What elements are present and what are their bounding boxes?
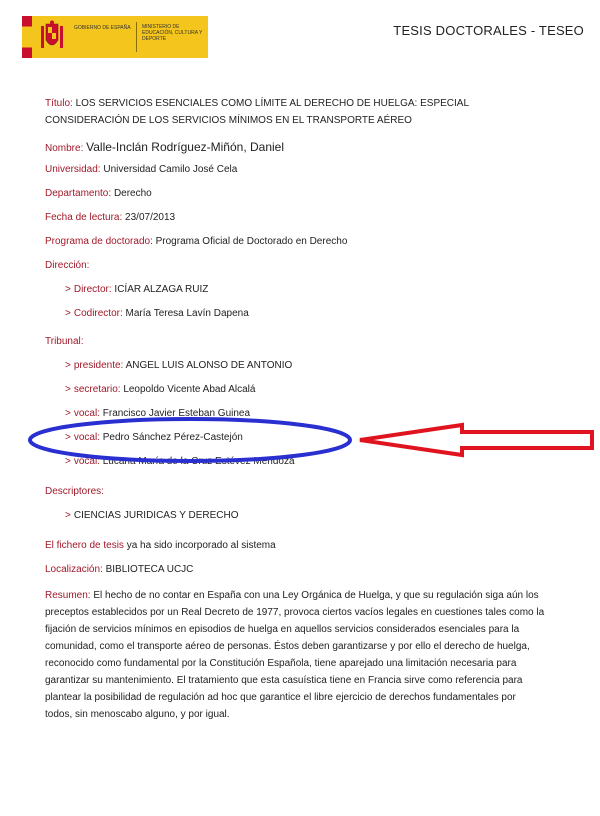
fichero-row — [45, 540, 276, 551]
secretario-row — [65, 384, 255, 395]
logo-gobierno-text: GOBIERNO DE ESPAÑA — [74, 25, 131, 31]
director-value: ICÍAR ALZAGA RUIZ — [114, 284, 209, 295]
codirector-label: Codirector: — [73, 308, 123, 319]
direccion-label: Dirección: — [45, 260, 90, 271]
departamento-value: Derecho — [113, 188, 152, 199]
localizacion-row — [45, 564, 193, 575]
titulo-label: Título: — [45, 98, 73, 109]
universidad-value: Universidad Camilo José Cela — [103, 164, 238, 175]
presidente-label: presidente: — [73, 360, 124, 371]
resumen-line: preceptos establecidos por un Real Decreto de 1977, provoca ciertos vacíos legales en cuestiones tales como la — [45, 607, 545, 618]
secretario-label: secretario: — [73, 384, 121, 395]
fichero-label: El fichero de tesis — [45, 540, 124, 551]
vocal2-value: Pedro Sánchez Pérez-Castejón — [102, 432, 243, 443]
vocal3-marker: > — [65, 456, 71, 467]
direccion-row — [45, 260, 89, 271]
presidente-value: ANGEL LUIS ALONSO DE ANTONIO — [125, 360, 293, 371]
resumen-line-text: El hecho de no contar en España con una Ley Orgánica de Huelga, y que su regulación siga aún los — [93, 590, 539, 601]
fecha-label: Fecha de lectura: — [45, 212, 123, 223]
fecha-row — [45, 212, 175, 223]
descriptores-row — [45, 486, 104, 497]
vocal2-marker: > — [65, 432, 71, 443]
logo-divider — [136, 22, 137, 52]
presidente-marker: > — [65, 360, 71, 371]
vocal3-row — [65, 456, 295, 467]
director-label: Director: — [73, 284, 112, 295]
codirector-marker: > — [65, 308, 71, 319]
logo-ministerio-text: MINISTERIO DE EDUCACIÓN, CULTURA Y DEPORTE — [142, 24, 203, 42]
programa-row — [45, 236, 347, 247]
fecha-value: 23/07/2013 — [125, 212, 176, 223]
page-header — [0, 0, 600, 70]
departamento-row — [45, 188, 152, 199]
nombre-value: Valle-Inclán Rodríguez-Miñón, Daniel — [86, 140, 285, 154]
universidad-row — [45, 164, 237, 175]
resumen-line: reconocido como fundamental por la Constitución Española, tiene aparejado una limitación necesaria para — [45, 658, 517, 669]
titulo-value-line1: LOS SERVICIOS ESENCIALES COMO LÍMITE AL DERECHO DE HUELGA: ESPECIAL — [75, 98, 470, 109]
resumen-line: fijación de servicios mínimos en episodios de huelga en aquellos servicios considerados esenciales para la — [45, 624, 520, 635]
tribunal-label: Tribunal: — [45, 336, 84, 347]
descriptor-value: CIENCIAS JURIDICAS Y DERECHO — [73, 510, 239, 521]
vocal3-value: Lucana María de la Cruz Estévez Mendoza — [102, 456, 295, 467]
descriptor-row — [65, 510, 239, 521]
titulo-value-line2: CONSIDERACIÓN DE LOS SERVICIOS MÍNIMOS EN EL TRANSPORTE AÉREO — [45, 115, 412, 126]
nombre-row — [45, 140, 284, 154]
descriptores-label: Descriptores: — [45, 486, 104, 497]
vocal1-value: Francisco Javier Esteban Guinea — [102, 408, 251, 419]
highlight-arrow-icon — [360, 425, 592, 455]
codirector-row — [65, 308, 249, 319]
descriptor-marker: > — [65, 510, 71, 521]
resumen-line — [45, 587, 590, 604]
vocal2-row — [65, 432, 243, 443]
codirector-value: María Teresa Lavín Dapena — [125, 308, 249, 319]
titulo-row-2 — [45, 115, 412, 126]
resumen-line: todos, sin menoscabo alguno, y por igual. — [45, 709, 230, 720]
resumen-line: comunidad, como el transporte aéreo de personas. Éstos deben garantizarse y por ello el derecho de huelga, — [45, 641, 530, 652]
programa-value: Programa Oficial de Doctorado en Derecho — [155, 236, 348, 247]
director-row — [65, 284, 208, 295]
secretario-value: Leopoldo Vicente Abad Alcalá — [123, 384, 256, 395]
ministry-logo — [22, 16, 208, 58]
vocal3-label: vocal: — [73, 456, 100, 467]
nombre-label: Nombre: — [45, 143, 84, 154]
flag-stripe — [22, 16, 32, 58]
page-title: TESIS DOCTORALES - TESEO — [393, 23, 584, 38]
presidente-row — [65, 360, 292, 371]
vocal2-label: vocal: — [73, 432, 100, 443]
coat-of-arms-icon — [38, 20, 66, 54]
resumen-label: Resumen: — [45, 590, 91, 601]
vocal1-label: vocal: — [73, 408, 100, 419]
tribunal-row — [45, 336, 84, 347]
localizacion-value: BIBLIOTECA UCJC — [105, 564, 194, 575]
programa-label: Programa de doctorado: — [45, 236, 153, 247]
director-marker: > — [65, 284, 71, 295]
titulo-row — [45, 98, 469, 109]
fichero-value: ya ha sido incorporado al sistema — [126, 540, 276, 551]
resumen-line: plantear la posibilidad de regulación ad hoc que garantice el libre ejercicio de derechos fundamentales por — [45, 692, 516, 703]
departamento-label: Departamento: — [45, 188, 112, 199]
resumen-block — [45, 587, 590, 723]
resumen-line: garantizar su mantenimiento. El tratamiento que esta casuística tiene en Francia sirve como referencia para — [45, 675, 523, 686]
secretario-marker: > — [65, 384, 71, 395]
localizacion-label: Localización: — [45, 564, 103, 575]
vocal1-row — [65, 408, 250, 419]
universidad-label: Universidad: — [45, 164, 101, 175]
vocal1-marker: > — [65, 408, 71, 419]
